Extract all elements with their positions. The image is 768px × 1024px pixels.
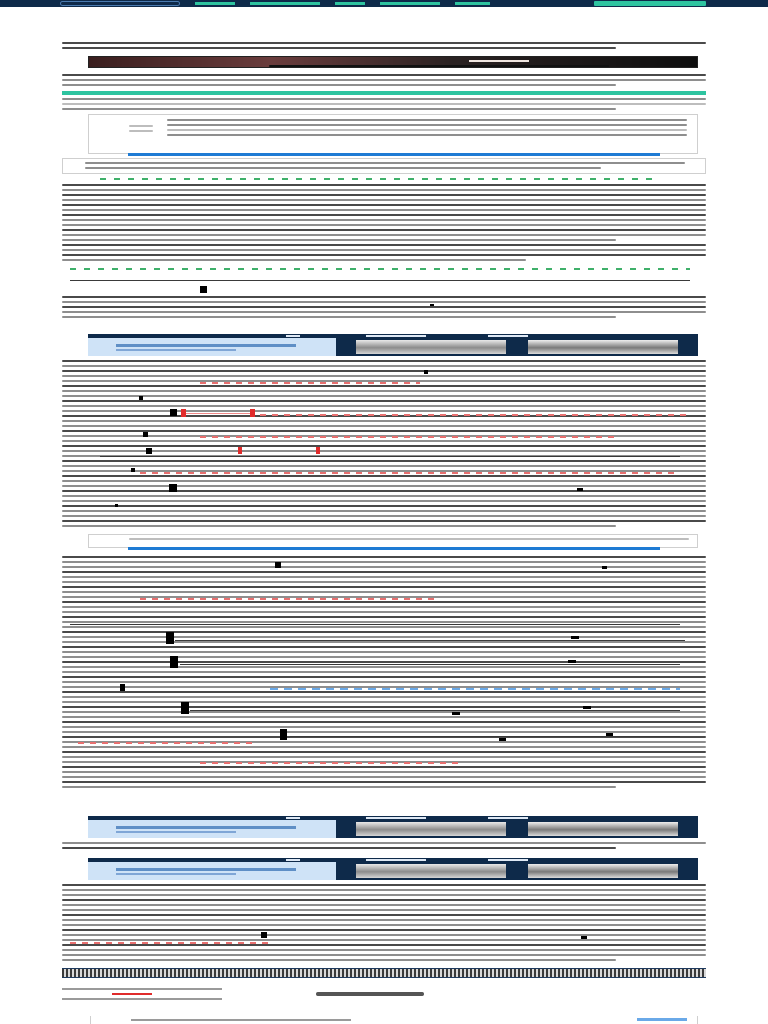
promo-banner-2[interactable]: [88, 816, 698, 838]
list-marker-n: [170, 656, 178, 668]
highlight-row-1: [200, 382, 420, 384]
bullet-marker-1: [200, 286, 207, 293]
highlight-line-1: [186, 413, 250, 414]
promo-banner-2-image-b: [528, 822, 678, 836]
list-marker-q: [181, 702, 189, 714]
highlight-row-7: [200, 762, 460, 764]
header-cta-button[interactable]: [594, 1, 706, 6]
nav-item-1[interactable]: [195, 2, 235, 5]
list-marker-k: [602, 566, 607, 569]
list-section-2: [62, 556, 706, 791]
top-nav-bar: [0, 0, 768, 7]
nav-item-3[interactable]: [335, 2, 365, 5]
callout-box-2: [88, 534, 698, 548]
list-marker-u: [499, 738, 506, 741]
callout-box: [62, 158, 706, 174]
body-paragraph-1: [62, 74, 706, 89]
highlight-row-4: [140, 472, 680, 474]
list-marker-i: [115, 504, 118, 507]
divider-1: [70, 280, 690, 281]
list-marker-d: [143, 432, 148, 437]
highlight-row-6: [78, 742, 258, 744]
body-paragraph-2: [62, 98, 706, 113]
list-marker-e: [146, 448, 152, 454]
data-table: [62, 968, 706, 978]
bottom-nav-link[interactable]: [637, 1018, 687, 1021]
highlight-row-3: [200, 436, 620, 438]
nav-item-4[interactable]: [380, 2, 440, 5]
list-marker-g: [169, 484, 177, 492]
breadcrumb[interactable]: [95, 12, 675, 20]
bottom-nav-label: [131, 1019, 351, 1021]
section-divider-teal: [62, 91, 706, 95]
highlight-marker-4: [316, 447, 320, 454]
list-marker-w: [261, 932, 267, 938]
list-marker-x: [581, 936, 587, 939]
pagination-control[interactable]: [316, 992, 424, 996]
nav-item-5[interactable]: [455, 2, 490, 5]
list-marker-h: [577, 488, 583, 491]
list-marker-j: [275, 562, 281, 568]
highlight-marker-2: [250, 409, 255, 417]
hero-image-caption-bar: [269, 65, 609, 67]
list-marker-b: [139, 396, 143, 400]
body-paragraph-6: [62, 884, 706, 964]
list-marker-t: [280, 729, 287, 740]
list-marker-f: [131, 468, 135, 472]
highlight-row-5: [140, 598, 440, 600]
site-logo-icon[interactable]: [60, 1, 180, 6]
promo-banner-1-image-a: [356, 340, 506, 354]
highlight-row-8: [70, 942, 270, 944]
divider-4: [175, 640, 685, 641]
hero-image-highlight: [469, 60, 529, 62]
divider-7: [290, 736, 680, 737]
list-marker-c: [170, 409, 177, 416]
inline-link-row-1[interactable]: [70, 268, 690, 270]
list-marker-l: [166, 632, 174, 644]
promo-banner-1-text-panel: [88, 338, 336, 356]
list-marker-p: [120, 684, 125, 691]
list-marker-m: [571, 636, 579, 639]
summary-box-link-bar[interactable]: [128, 153, 660, 156]
promo-banner-2-image-a: [356, 822, 506, 836]
hero-image: [88, 56, 698, 68]
list-marker-a: [424, 370, 428, 374]
list-marker-r: [452, 712, 460, 715]
intro-paragraph: [62, 42, 706, 52]
divider-3: [70, 624, 680, 625]
highlight-marker-3: [238, 447, 242, 454]
promo-banner-1-image-b: [528, 340, 678, 354]
promo-banner-2-text-panel: [88, 820, 336, 838]
body-paragraph-3: [62, 184, 706, 264]
highlight-row-2: [260, 414, 690, 416]
footnotes: [62, 988, 222, 1002]
list-marker-o: [568, 660, 576, 663]
divider-5: [180, 664, 680, 665]
callout-underline: [100, 178, 660, 180]
callout-box-2-link-bar[interactable]: [128, 547, 660, 550]
list-section-1: [62, 360, 706, 530]
list-marker-s: [583, 706, 591, 709]
promo-banner-3-image-a: [356, 864, 506, 878]
divider-2: [100, 456, 680, 457]
bottom-navigation: [90, 1016, 698, 1024]
body-paragraph-5: [62, 842, 706, 852]
divider-6: [190, 710, 680, 711]
promo-banner-3-text-panel: [88, 862, 336, 880]
nav-item-2[interactable]: [250, 2, 320, 5]
promo-banner-3[interactable]: [88, 858, 698, 880]
body-paragraph-4: [62, 296, 706, 321]
inline-link-row-2[interactable]: [270, 688, 680, 690]
summary-box: [88, 114, 698, 154]
promo-banner-3-image-b: [528, 864, 678, 878]
promo-banner-1[interactable]: [88, 334, 698, 356]
